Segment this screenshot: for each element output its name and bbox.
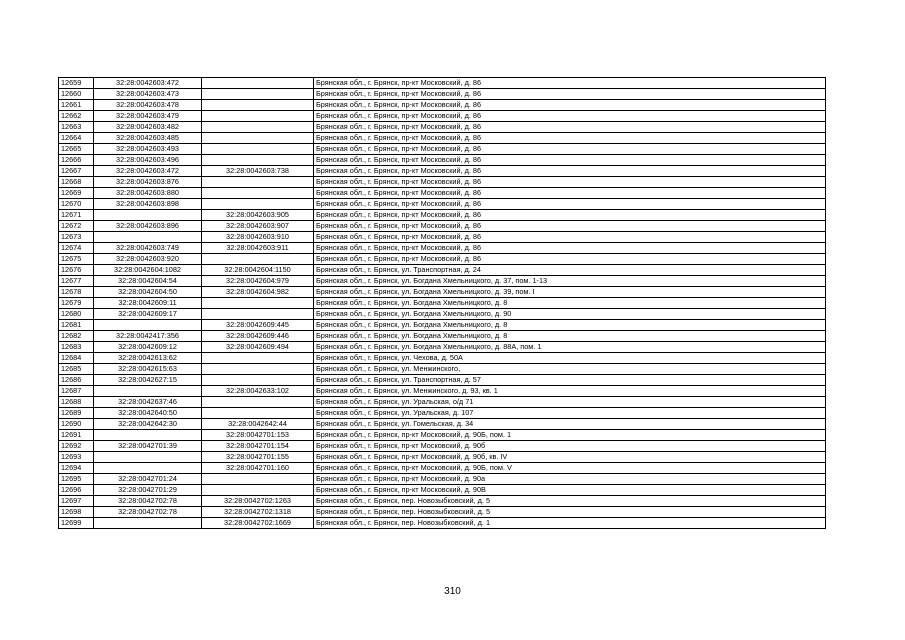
cadastral-number-cell: 32:28:0042603:749 [94, 243, 202, 254]
cadastral-number-cell: 32:28:0042603:485 [94, 133, 202, 144]
row-number-cell: 12680 [59, 309, 94, 320]
address-cell: Брянская обл., г. Брянск, пр-кт Московский, д. 90В [314, 485, 826, 496]
table-row [59, 452, 826, 463]
related-cadastral-number-cell [202, 133, 314, 144]
related-cadastral-number-cell: 32:28:0042633:102 [202, 386, 314, 397]
related-cadastral-number-cell: 32:28:0042702:1669 [202, 518, 314, 529]
table-row [59, 485, 826, 496]
row-number-cell: 12672 [59, 221, 94, 232]
row-number-cell: 12689 [59, 408, 94, 419]
row-number-cell: 12683 [59, 342, 94, 353]
table-row [59, 100, 826, 111]
table-row [59, 254, 826, 265]
related-cadastral-number-cell: 32:28:0042609:446 [202, 331, 314, 342]
address-cell: Брянская обл., г. Брянск, пр-кт Московский, д. 86 [314, 144, 826, 155]
cadastral-number-cell: 32:28:0042615:63 [94, 364, 202, 375]
table-row [59, 298, 826, 309]
cadastral-number-cell: 32:28:0042604:1082 [94, 265, 202, 276]
row-number-cell: 12661 [59, 100, 94, 111]
row-number-cell: 12679 [59, 298, 94, 309]
table-row [59, 320, 826, 331]
address-cell: Брянская обл., г. Брянск, пр-кт Московский, д. 86 [314, 243, 826, 254]
cadastral-number-cell: 32:28:0042604:50 [94, 287, 202, 298]
address-cell: Брянская обл., г. Брянск, пр-кт Московский, д. 90а [314, 474, 826, 485]
table-row [59, 210, 826, 221]
row-number-cell: 12660 [59, 89, 94, 100]
row-number-cell: 12691 [59, 430, 94, 441]
address-cell: Брянская обл., г. Брянск, пр-кт Московский, д. 86 [314, 210, 826, 221]
cadastral-number-cell: 32:28:0042603:880 [94, 188, 202, 199]
cadastral-number-cell [94, 452, 202, 463]
cadastral-number-cell [94, 386, 202, 397]
cadastral-number-cell: 32:28:0042603:472 [94, 78, 202, 89]
related-cadastral-number-cell: 32:28:0042603:907 [202, 221, 314, 232]
address-cell: Брянская обл., г. Брянск, пр-кт Московский, д. 90Б, пом. 1 [314, 430, 826, 441]
address-cell: Брянская обл., г. Брянск, пр-кт Московский, д. 86 [314, 166, 826, 177]
row-number-cell: 12682 [59, 331, 94, 342]
address-cell: Брянская обл., г. Брянск, пр-кт Московский, д. 86 [314, 111, 826, 122]
property-registry-table [58, 77, 826, 529]
related-cadastral-number-cell [202, 100, 314, 111]
cadastral-number-cell: 32:28:0042642:30 [94, 419, 202, 430]
cadastral-number-cell [94, 430, 202, 441]
related-cadastral-number-cell [202, 111, 314, 122]
table-row [59, 133, 826, 144]
cadastral-number-cell: 32:28:0042701:24 [94, 474, 202, 485]
row-number-cell: 12697 [59, 496, 94, 507]
related-cadastral-number-cell [202, 309, 314, 320]
row-number-cell: 12677 [59, 276, 94, 287]
table-row [59, 419, 826, 430]
table-row [59, 188, 826, 199]
cadastral-number-cell: 32:28:0042609:12 [94, 342, 202, 353]
cadastral-number-cell: 32:28:0042604:54 [94, 276, 202, 287]
table-row [59, 463, 826, 474]
registry-table-body [59, 78, 826, 529]
cadastral-number-cell: 32:28:0042603:876 [94, 177, 202, 188]
table-row [59, 507, 826, 518]
cadastral-number-cell: 32:28:0042637:46 [94, 397, 202, 408]
row-number-cell: 12684 [59, 353, 94, 364]
address-cell: Брянская обл., г. Брянск, пер. Новозыбковский, д. 5 [314, 507, 826, 518]
row-number-cell: 12670 [59, 199, 94, 210]
address-cell: Брянская обл., г. Брянск, пр-кт Московский, д. 86 [314, 122, 826, 133]
related-cadastral-number-cell [202, 89, 314, 100]
cadastral-number-cell: 32:28:0042603:482 [94, 122, 202, 133]
cadastral-number-cell: 32:28:0042603:473 [94, 89, 202, 100]
row-number-cell: 12685 [59, 364, 94, 375]
related-cadastral-number-cell: 32:28:0042609:494 [202, 342, 314, 353]
related-cadastral-number-cell [202, 408, 314, 419]
row-number-cell: 12696 [59, 485, 94, 496]
cadastral-number-cell: 32:28:0042609:11 [94, 298, 202, 309]
cadastral-number-cell [94, 518, 202, 529]
related-cadastral-number-cell: 32:28:0042603:910 [202, 232, 314, 243]
table-row [59, 111, 826, 122]
table-row [59, 386, 826, 397]
table-row [59, 276, 826, 287]
address-cell: Брянская обл., г. Брянск, пр-кт Московский, д. 86 [314, 133, 826, 144]
address-cell: Брянская обл., г. Брянск, ул. Транспортная, д. 24 [314, 265, 826, 276]
cadastral-number-cell: 32:28:0042603:898 [94, 199, 202, 210]
row-number-cell: 12694 [59, 463, 94, 474]
cadastral-number-cell [94, 463, 202, 474]
table-row [59, 287, 826, 298]
table-row [59, 408, 826, 419]
related-cadastral-number-cell [202, 155, 314, 166]
row-number-cell: 12674 [59, 243, 94, 254]
related-cadastral-number-cell: 32:28:0042603:738 [202, 166, 314, 177]
cadastral-number-cell: 32:28:0042627:15 [94, 375, 202, 386]
address-cell: Брянская обл., г. Брянск, пр-кт Московский, д. 90Б, пом. V [314, 463, 826, 474]
cadastral-number-cell: 32:28:0042701:39 [94, 441, 202, 452]
cadastral-number-cell [94, 232, 202, 243]
table-row [59, 89, 826, 100]
row-number-cell: 12699 [59, 518, 94, 529]
table-row [59, 177, 826, 188]
related-cadastral-number-cell: 32:28:0042604:982 [202, 287, 314, 298]
address-cell: Брянская обл., г. Брянск, ул. Уральская, о/д 71 [314, 397, 826, 408]
row-number-cell: 12662 [59, 111, 94, 122]
row-number-cell: 12669 [59, 188, 94, 199]
address-cell: Брянская обл., г. Брянск, пр-кт Московский, д. 86 [314, 177, 826, 188]
table-row [59, 78, 826, 89]
related-cadastral-number-cell [202, 199, 314, 210]
row-number-cell: 12659 [59, 78, 94, 89]
address-cell: Брянская обл., г. Брянск, ул. Богдана Хмельницкого, д. 88А, пом. 1 [314, 342, 826, 353]
related-cadastral-number-cell: 32:28:0042701:154 [202, 441, 314, 452]
related-cadastral-number-cell: 32:28:0042701:155 [202, 452, 314, 463]
cadastral-number-cell: 32:28:0042603:472 [94, 166, 202, 177]
address-cell: Брянская обл., г. Брянск, пр-кт Московский, д. 90б [314, 441, 826, 452]
related-cadastral-number-cell [202, 298, 314, 309]
table-row [59, 155, 826, 166]
row-number-cell: 12688 [59, 397, 94, 408]
table-row [59, 364, 826, 375]
related-cadastral-number-cell: 32:28:0042702:1263 [202, 496, 314, 507]
row-number-cell: 12695 [59, 474, 94, 485]
row-number-cell: 12676 [59, 265, 94, 276]
related-cadastral-number-cell [202, 485, 314, 496]
address-cell: Брянская обл., г. Брянск, пр-кт Московский, д. 86 [314, 78, 826, 89]
related-cadastral-number-cell: 32:28:0042604:979 [202, 276, 314, 287]
row-number-cell: 12690 [59, 419, 94, 430]
cadastral-number-cell: 32:28:0042640:50 [94, 408, 202, 419]
cadastral-number-cell [94, 210, 202, 221]
related-cadastral-number-cell [202, 188, 314, 199]
related-cadastral-number-cell [202, 144, 314, 155]
table-row [59, 144, 826, 155]
cadastral-number-cell: 32:28:0042417:356 [94, 331, 202, 342]
address-cell: Брянская обл., г. Брянск, ул. Транспортная, д. 57 [314, 375, 826, 386]
row-number-cell: 12665 [59, 144, 94, 155]
table-row [59, 474, 826, 485]
table-row [59, 441, 826, 452]
address-cell: Брянская обл., г. Брянск, ул. Менжинского, [314, 364, 826, 375]
address-cell: Брянская обл., г. Брянск, ул. Богдана Хмельницкого, д. 8 [314, 320, 826, 331]
table-row [59, 232, 826, 243]
row-number-cell: 12698 [59, 507, 94, 518]
related-cadastral-number-cell: 32:28:0042701:153 [202, 430, 314, 441]
table-row [59, 166, 826, 177]
row-number-cell: 12681 [59, 320, 94, 331]
row-number-cell: 12667 [59, 166, 94, 177]
address-cell: Брянская обл., г. Брянск, пер. Новозыбковский, д. 1 [314, 518, 826, 529]
table-row [59, 309, 826, 320]
address-cell: Брянская обл., г. Брянск, ул. Менжинского, д. 93, кв. 1 [314, 386, 826, 397]
related-cadastral-number-cell [202, 397, 314, 408]
cadastral-number-cell: 32:28:0042702:78 [94, 496, 202, 507]
related-cadastral-number-cell: 32:28:0042604:1150 [202, 265, 314, 276]
row-number-cell: 12686 [59, 375, 94, 386]
cadastral-number-cell: 32:28:0042609:17 [94, 309, 202, 320]
related-cadastral-number-cell: 32:28:0042702:1318 [202, 507, 314, 518]
cadastral-number-cell: 32:28:0042701:29 [94, 485, 202, 496]
related-cadastral-number-cell [202, 254, 314, 265]
address-cell: Брянская обл., г. Брянск, пр-кт Московский, д. 86 [314, 188, 826, 199]
row-number-cell: 12663 [59, 122, 94, 133]
cadastral-number-cell: 32:28:0042702:78 [94, 507, 202, 518]
address-cell: Брянская обл., г. Брянск, пр-кт Московский, д. 86 [314, 199, 826, 210]
row-number-cell: 12693 [59, 452, 94, 463]
table-row [59, 353, 826, 364]
page-number: 310 [444, 586, 461, 597]
related-cadastral-number-cell [202, 78, 314, 89]
table-row [59, 331, 826, 342]
row-number-cell: 12673 [59, 232, 94, 243]
address-cell: Брянская обл., г. Брянск, пр-кт Московский, д. 86 [314, 232, 826, 243]
row-number-cell: 12675 [59, 254, 94, 265]
row-number-cell: 12687 [59, 386, 94, 397]
related-cadastral-number-cell [202, 122, 314, 133]
related-cadastral-number-cell [202, 177, 314, 188]
address-cell: Брянская обл., г. Брянск, пр-кт Московский, д. 86 [314, 221, 826, 232]
related-cadastral-number-cell [202, 353, 314, 364]
table-row [59, 221, 826, 232]
cadastral-number-cell: 32:28:0042613:62 [94, 353, 202, 364]
address-cell: Брянская обл., г. Брянск, ул. Богдана Хмельницкого, д. 8 [314, 298, 826, 309]
address-cell: Брянская обл., г. Брянск, ул. Богдана Хмельницкого, д. 90 [314, 309, 826, 320]
address-cell: Брянская обл., г. Брянск, пер. Новозыбковский, д. 5 [314, 496, 826, 507]
related-cadastral-number-cell [202, 474, 314, 485]
address-cell: Брянская обл., г. Брянск, пр-кт Московский, д. 86 [314, 100, 826, 111]
address-cell: Брянская обл., г. Брянск, пр-кт Московский, д. 86 [314, 89, 826, 100]
address-cell: Брянская обл., г. Брянск, ул. Чехова, д. 50А [314, 353, 826, 364]
table-row [59, 496, 826, 507]
related-cadastral-number-cell: 32:28:0042701:160 [202, 463, 314, 474]
related-cadastral-number-cell: 32:28:0042603:905 [202, 210, 314, 221]
table-row [59, 199, 826, 210]
row-number-cell: 12664 [59, 133, 94, 144]
table-row [59, 430, 826, 441]
row-number-cell: 12671 [59, 210, 94, 221]
related-cadastral-number-cell [202, 375, 314, 386]
table-row [59, 265, 826, 276]
address-cell: Брянская обл., г. Брянск, ул. Гомельская, д. 34 [314, 419, 826, 430]
address-cell: Брянская обл., г. Брянск, ул. Уральская, д. 107 [314, 408, 826, 419]
address-cell: Брянская обл., г. Брянск, ул. Богдана Хмельницкого, д. 37, пом. 1-13 [314, 276, 826, 287]
related-cadastral-number-cell: 32:28:0042603:911 [202, 243, 314, 254]
cadastral-number-cell: 32:28:0042603:496 [94, 155, 202, 166]
cadastral-number-cell: 32:28:0042603:493 [94, 144, 202, 155]
related-cadastral-number-cell [202, 364, 314, 375]
cadastral-number-cell: 32:28:0042603:478 [94, 100, 202, 111]
table-row [59, 122, 826, 133]
address-cell: Брянская обл., г. Брянск, пр-кт Московский, д. 86 [314, 254, 826, 265]
row-number-cell: 12668 [59, 177, 94, 188]
cadastral-number-cell [94, 320, 202, 331]
table-row [59, 397, 826, 408]
address-cell: Брянская обл., г. Брянск, пр-кт Московский, д. 86 [314, 155, 826, 166]
table-row [59, 243, 826, 254]
cadastral-number-cell: 32:28:0042603:896 [94, 221, 202, 232]
related-cadastral-number-cell: 32:28:0042642:44 [202, 419, 314, 430]
row-number-cell: 12666 [59, 155, 94, 166]
table-row [59, 342, 826, 353]
cadastral-number-cell: 32:28:0042603:920 [94, 254, 202, 265]
table-row [59, 518, 826, 529]
address-cell: Брянская обл., г. Брянск, ул. Богдана Хмельницкого, д. 39, пом. I [314, 287, 826, 298]
row-number-cell: 12678 [59, 287, 94, 298]
address-cell: Брянская обл., г. Брянск, пр-кт Московский, д. 90б, кв. IV [314, 452, 826, 463]
cadastral-number-cell: 32:28:0042603:479 [94, 111, 202, 122]
table-row [59, 375, 826, 386]
document-sheet [58, 77, 825, 529]
related-cadastral-number-cell: 32:28:0042609:445 [202, 320, 314, 331]
address-cell: Брянская обл., г. Брянск, ул. Богдана Хмельницкого, д. 8 [314, 331, 826, 342]
row-number-cell: 12692 [59, 441, 94, 452]
